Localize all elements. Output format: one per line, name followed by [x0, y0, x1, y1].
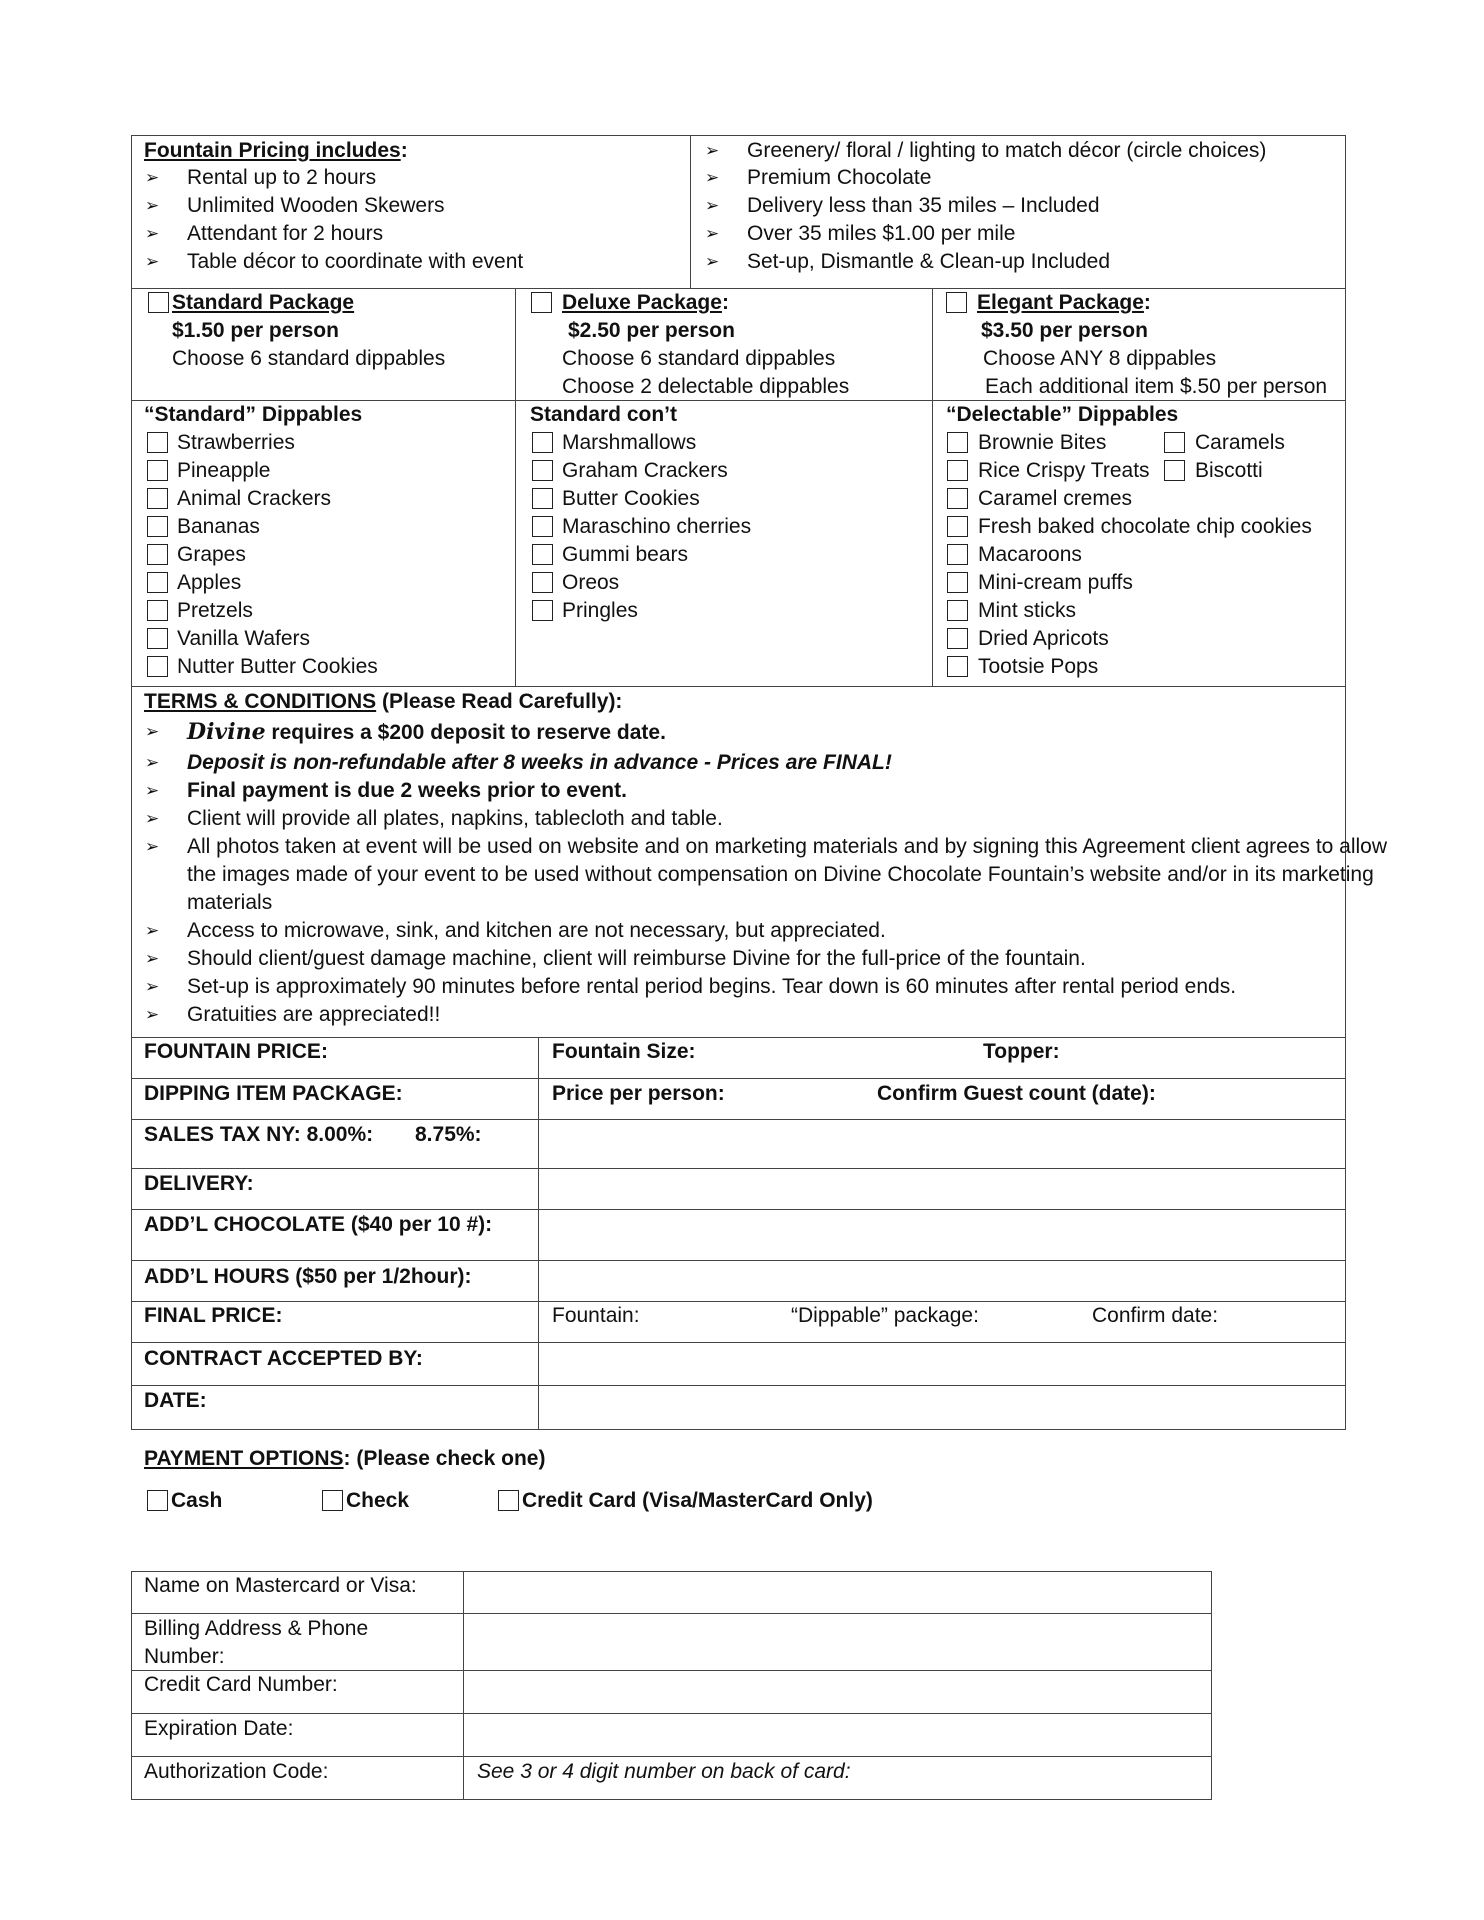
arrow-bullet-icon: ➢ — [145, 781, 160, 800]
dippable-checkbox[interactable] — [532, 572, 553, 593]
standard-cont-heading: Standard con’t — [530, 403, 678, 426]
addl-chocolate-label: ADD’L CHOCOLATE ($40 per 10 #): — [144, 1213, 493, 1236]
dippable-checkbox[interactable] — [147, 572, 168, 593]
card-number-label: Credit Card Number: — [144, 1673, 338, 1696]
dippable-label: Marshmallows — [562, 431, 697, 454]
list-item: Table décor to coordinate with event — [187, 250, 524, 273]
dippable-checkbox[interactable] — [532, 488, 553, 509]
card-number-field[interactable] — [465, 1672, 1210, 1712]
dippable-label: Caramels — [1195, 431, 1285, 454]
dippable-label: Caramel cremes — [978, 487, 1133, 510]
terms-client-provide: Client will provide all plates, napkins, tablecloth and table. — [187, 807, 723, 830]
list-item: Attendant for 2 hours — [187, 222, 384, 245]
authorization-code-hint[interactable]: See 3 or 4 digit number on back of card: — [477, 1760, 851, 1783]
arrow-bullet-icon: ➢ — [145, 168, 160, 187]
dippable-checkbox[interactable] — [1164, 432, 1185, 453]
dippable-checkbox[interactable] — [947, 572, 968, 593]
arrow-bullet-icon: ➢ — [145, 224, 160, 243]
arrow-bullet-icon: ➢ — [705, 196, 720, 215]
billing-address-label-2: Number: — [144, 1645, 225, 1668]
date-value-cell[interactable] — [540, 1387, 1344, 1428]
arrow-bullet-icon: ➢ — [705, 252, 720, 271]
terms-damage: Should client/guest damage machine, client will reimburse Divine for the full-price of the fountain. — [187, 947, 1086, 970]
delivery-label: DELIVERY: — [144, 1172, 254, 1195]
cash-checkbox[interactable] — [147, 1490, 168, 1511]
dippable-label: Animal Crackers — [177, 487, 332, 510]
dippable-checkbox[interactable] — [947, 544, 968, 565]
dippables-divider-1 — [515, 400, 516, 687]
row-divider — [131, 1756, 1212, 1757]
elegant-package-desc-1: Choose ANY 8 dippables — [983, 347, 1217, 370]
terms-access: Access to microwave, sink, and kitchen are not necessary, but appreciated. — [187, 919, 886, 942]
dippable-checkbox[interactable] — [147, 600, 168, 621]
dippable-checkbox[interactable] — [532, 432, 553, 453]
terms-photos-line-2: the images made of your event to be used without compensation on Divine Chocolate Fountain’s website and/or in its marketing — [187, 863, 1374, 886]
name-on-card-field[interactable] — [465, 1573, 1210, 1612]
final-price-label: FINAL PRICE: — [144, 1304, 283, 1327]
fountain-price-label: FOUNTAIN PRICE: — [144, 1040, 328, 1063]
billing-address-label-1: Billing Address & Phone — [144, 1617, 369, 1640]
price-table-divider — [538, 1037, 539, 1430]
final-fountain-label[interactable]: Fountain: — [552, 1304, 640, 1327]
date-label: DATE: — [144, 1389, 207, 1412]
dipping-package-label: DIPPING ITEM PACKAGE: — [144, 1082, 403, 1105]
card-table-divider — [463, 1571, 464, 1800]
deluxe-package-price: $2.50 per person — [568, 319, 735, 342]
addl-hours-label: ADD’L HOURS ($50 per 1/2hour): — [144, 1265, 472, 1288]
dippable-checkbox[interactable] — [947, 432, 968, 453]
dippable-checkbox[interactable] — [147, 628, 168, 649]
arrow-bullet-icon: ➢ — [145, 252, 160, 271]
arrow-bullet-icon: ➢ — [145, 809, 160, 828]
delivery-value-cell[interactable] — [540, 1170, 1344, 1208]
dippable-label: Butter Cookies — [562, 487, 700, 510]
row-divider — [131, 1078, 1346, 1079]
list-item: Premium Chocolate — [747, 166, 932, 189]
elegant-package-price: $3.50 per person — [981, 319, 1148, 342]
dippable-checkbox[interactable] — [947, 600, 968, 621]
dippable-checkbox[interactable] — [532, 516, 553, 537]
elegant-package-desc-2: Each additional item $.50 per person — [985, 375, 1328, 398]
standard-package-name: Standard Package — [172, 291, 355, 314]
final-confirm-date-label[interactable]: Confirm date: — [1092, 1304, 1219, 1327]
sales-tax-alt-label: 8.75%: — [415, 1123, 482, 1146]
list-item: Greenery/ floral / lighting to match décor (circle choices) — [747, 139, 1267, 162]
arrow-bullet-icon: ➢ — [705, 224, 720, 243]
divine-logo-script: Divine — [187, 719, 266, 745]
addl-hours-value-cell[interactable] — [540, 1262, 1344, 1300]
dippable-checkbox[interactable] — [532, 544, 553, 565]
arrow-bullet-icon: ➢ — [705, 141, 720, 160]
standard-package-desc: Choose 6 standard dippables — [172, 347, 446, 370]
row-divider — [131, 1385, 1346, 1386]
arrow-bullet-icon: ➢ — [705, 168, 720, 187]
delectable-dippables-heading: “Delectable” Dippables — [946, 403, 1179, 426]
name-on-card-label: Name on Mastercard or Visa: — [144, 1574, 417, 1597]
deluxe-package-desc-1: Choose 6 standard dippables — [562, 347, 836, 370]
dippable-checkbox[interactable] — [147, 460, 168, 481]
dippable-checkbox[interactable] — [947, 460, 968, 481]
dippable-label: Apples — [177, 571, 242, 594]
dippable-label: Pretzels — [177, 599, 253, 622]
dippable-label: Maraschino cherries — [562, 515, 752, 538]
dippable-checkbox[interactable] — [947, 628, 968, 649]
terms-deposit: Divine requires a $200 deposit to reserve date. — [187, 719, 666, 745]
terms-photos-line-1: All photos taken at event will be used on website and on marketing materials and by signing this Agreement client agrees to allow — [187, 835, 1388, 858]
row-divider — [131, 1713, 1212, 1714]
arrow-bullet-icon: ➢ — [145, 196, 160, 215]
dippable-checkbox[interactable] — [947, 656, 968, 677]
deluxe-package-name: Deluxe Package: — [562, 291, 729, 314]
fountain-size-label[interactable]: Fountain Size: — [552, 1040, 696, 1063]
dippable-label: Macaroons — [978, 543, 1082, 566]
arrow-bullet-icon: ➢ — [145, 1005, 160, 1024]
pricing-includes-heading: Fountain Pricing includes: — [144, 139, 408, 162]
dippable-label: Bananas — [177, 515, 260, 538]
payment-options-heading: PAYMENT OPTIONS: (Please check one) — [144, 1447, 546, 1470]
final-dippable-label[interactable]: “Dippable” package: — [791, 1304, 979, 1327]
deluxe-package-checkbox[interactable] — [531, 292, 552, 313]
dippable-label: Strawberries — [177, 431, 295, 454]
dippable-label: Grapes — [177, 543, 246, 566]
dippable-checkbox[interactable] — [147, 544, 168, 565]
row-divider — [131, 1342, 1346, 1343]
confirm-guest-count-label[interactable]: Confirm Guest count (date): — [877, 1082, 1156, 1105]
row-divider — [131, 1168, 1346, 1169]
dippable-label: Mini-cream puffs — [978, 571, 1133, 594]
pricing-includes-divider — [690, 135, 691, 289]
dippable-checkbox[interactable] — [147, 488, 168, 509]
terms-setup: Set-up is approximately 90 minutes before rental period begins. Tear down is 60 minutes after rental period ends. — [187, 975, 1237, 998]
arrow-bullet-icon: ➢ — [145, 722, 160, 741]
dippable-label: Brownie Bites — [978, 431, 1107, 454]
dippable-checkbox[interactable] — [532, 600, 553, 621]
standard-dippables-heading: “Standard” Dippables — [144, 403, 363, 426]
cash-label: Cash — [171, 1489, 223, 1512]
packages-divider-2 — [932, 288, 933, 401]
authorization-code-label: Authorization Code: — [144, 1760, 329, 1783]
credit-card-label: Credit Card (Visa/MasterCard Only) — [522, 1489, 873, 1512]
deluxe-package-desc-2: Choose 2 delectable dippables — [562, 375, 850, 398]
row-divider — [131, 1613, 1212, 1614]
dippable-label: Pringles — [562, 599, 638, 622]
dippable-checkbox[interactable] — [147, 432, 168, 453]
dippable-label: Biscotti — [1195, 459, 1263, 482]
standard-package-checkbox[interactable] — [148, 292, 169, 313]
sales-tax-value-cell[interactable] — [540, 1120, 1344, 1167]
dippable-label: Graham Crackers — [562, 459, 728, 482]
terms-nonrefundable: Deposit is non-refundable after 8 weeks in advance - Prices are FINAL! — [187, 751, 892, 774]
dippable-checkbox[interactable] — [147, 656, 168, 677]
elegant-package-checkbox[interactable] — [946, 292, 967, 313]
dippable-label: Dried Apricots — [978, 627, 1109, 650]
list-item: Over 35 miles $1.00 per mile — [747, 222, 1016, 245]
arrow-bullet-icon: ➢ — [145, 753, 160, 772]
list-item: Unlimited Wooden Skewers — [187, 194, 445, 217]
dippable-label: Gummi bears — [562, 543, 689, 566]
check-checkbox[interactable] — [322, 1490, 343, 1511]
standard-package-price: $1.50 per person — [172, 319, 339, 342]
packages-divider-1 — [515, 288, 516, 401]
expiration-date-field[interactable] — [465, 1715, 1210, 1755]
arrow-bullet-icon: ➢ — [145, 949, 160, 968]
topper-label[interactable]: Topper: — [983, 1040, 1060, 1063]
contract-accepted-label: CONTRACT ACCEPTED BY: — [144, 1347, 423, 1370]
dippable-label: Rice Crispy Treats — [978, 459, 1150, 482]
check-label: Check — [346, 1489, 410, 1512]
dippable-label: Mint sticks — [978, 599, 1077, 622]
terms-final-payment: Final payment is due 2 weeks prior to event. — [187, 779, 627, 802]
arrow-bullet-icon: ➢ — [145, 921, 160, 940]
dippable-label: Pineapple — [177, 459, 271, 482]
elegant-package-name: Elegant Package: — [977, 291, 1151, 314]
dippable-label: Vanilla Wafers — [177, 627, 311, 650]
list-item: Set-up, Dismantle & Clean-up Included — [747, 250, 1111, 273]
dippable-label: Tootsie Pops — [978, 655, 1099, 678]
dippable-checkbox[interactable] — [532, 460, 553, 481]
dippable-checkbox[interactable] — [947, 488, 968, 509]
sales-tax-label: SALES TAX NY: 8.00%: — [144, 1123, 374, 1146]
expiration-date-label: Expiration Date: — [144, 1717, 294, 1740]
list-item: Rental up to 2 hours — [187, 166, 377, 189]
price-per-person-label[interactable]: Price per person: — [552, 1082, 725, 1105]
addl-chocolate-value-cell[interactable] — [540, 1211, 1344, 1259]
dippable-checkbox[interactable] — [147, 516, 168, 537]
terms-heading: TERMS & CONDITIONS (Please Read Carefully): — [144, 690, 623, 713]
dippable-label: Fresh baked chocolate chip cookies — [978, 515, 1312, 538]
dippable-label: Oreos — [562, 571, 620, 594]
contract-accepted-value-cell[interactable] — [540, 1344, 1344, 1384]
dippable-checkbox[interactable] — [1164, 460, 1185, 481]
terms-gratuities: Gratuities are appreciated!! — [187, 1003, 441, 1026]
credit-card-checkbox[interactable] — [498, 1490, 519, 1511]
terms-photos-line-3: materials — [187, 891, 273, 914]
dippable-checkbox[interactable] — [947, 516, 968, 537]
arrow-bullet-icon: ➢ — [145, 977, 160, 996]
row-divider — [131, 1209, 1346, 1210]
dippable-label: Nutter Butter Cookies — [177, 655, 378, 678]
row-divider — [131, 1260, 1346, 1261]
dippables-divider-2 — [932, 400, 933, 687]
billing-address-field[interactable] — [465, 1615, 1210, 1669]
arrow-bullet-icon: ➢ — [145, 837, 160, 856]
list-item: Delivery less than 35 miles – Included — [747, 194, 1100, 217]
